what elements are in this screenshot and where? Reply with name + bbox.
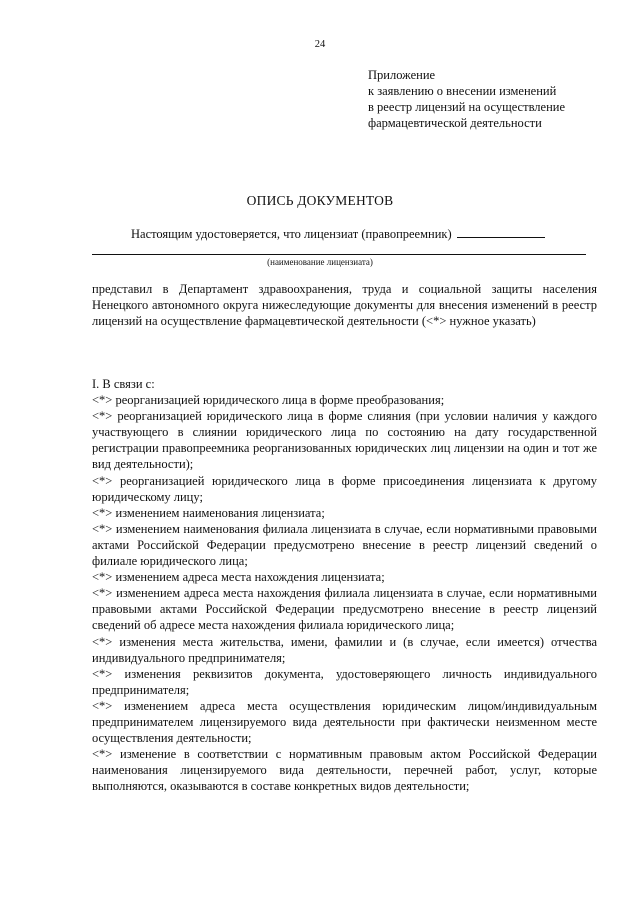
successor-blank-field[interactable]: [457, 226, 545, 238]
document-title: ОПИСЬ ДОКУМЕНТОВ: [246, 193, 394, 208]
certify-line: [131, 226, 545, 242]
appendix-line: к заявлению о внесении изменений: [368, 84, 557, 98]
list-item: <*> изменения места жительства, имени, фамилии и (в случае, если имеется) отчества индивидуального предпринимателя;: [92, 634, 597, 665]
list-item: <*> реорганизацией юридического лица в форме слияния (при условии наличия у каждого участвующего в слиянии юридического лица по состоянию на дату государственной регистрации правопреемника реорганизованных юридических лиц лицензии на один и тот же вид деятельности);: [92, 409, 597, 472]
list-item: <*> изменение в соответствии с нормативным правовым актом Российской Федерации наименования лицензируемого вида деятельности, перечней работ, услуг, которые выполняются, оказываются в составе конкретных видов деятельности;: [92, 747, 597, 794]
certify-text: Настоящим удостоверяется, что лицензиат (правопреемник): [131, 227, 452, 241]
section-heading: I. В связи с:: [92, 377, 155, 391]
list-item: <*> изменением наименования лицензиата;: [92, 505, 325, 520]
list-item: <*> изменением адреса места нахождения филиала лицензиата в случае, если нормативными правовыми актами Российской Федерации предусмотрено внесение в реестр лицензий сведений об адресе места нахождения филиала юридического лица;: [92, 586, 597, 633]
appendix-line: фармацевтической деятельности: [368, 116, 542, 130]
list-item: <*> изменением адреса места нахождения лицензиата;: [92, 570, 385, 585]
list-item: <*> изменением адреса места осуществления юридическим лицом/индивидуальным предпринимателем лицензируемого вида деятельности при фактически неизменном месте осуществления деятельности;: [92, 698, 597, 746]
appendix-block: [368, 67, 565, 131]
list-item: <*> изменением наименования филиала лицензиата в случае, если нормативными правовыми актами Российской Федерации предусмотрено внесение в реестр лицензий сведений о филиале юридического лица;: [92, 521, 597, 569]
list-item: <*> изменения реквизитов документа, удостоверяющего личность индивидуального предпринимателя;: [92, 666, 597, 697]
changes-list: [92, 376, 597, 794]
page-number: 24: [314, 39, 326, 50]
licensee-name-field[interactable]: [92, 254, 586, 255]
appendix-line: Приложение: [368, 68, 436, 82]
list-item: <*> реорганизацией юридического лица в форме присоединения лицензиата к другому юридическому лицу;: [92, 473, 597, 504]
licensee-name-caption: (наименование лицензиата): [267, 257, 373, 267]
list-item: <*> реорганизацией юридического лица в форме преобразования;: [92, 393, 445, 408]
intro-paragraph: представил в Департамент здравоохранения, труда и социальной защиты населения Ненецкого автономного округа нижеследующие документы для внесения изменений в реестр лицензий на осуществление фармацевтической деятельности (<*> нужное указать): [92, 282, 597, 329]
appendix-line: в реестр лицензий на осуществление: [368, 100, 566, 114]
